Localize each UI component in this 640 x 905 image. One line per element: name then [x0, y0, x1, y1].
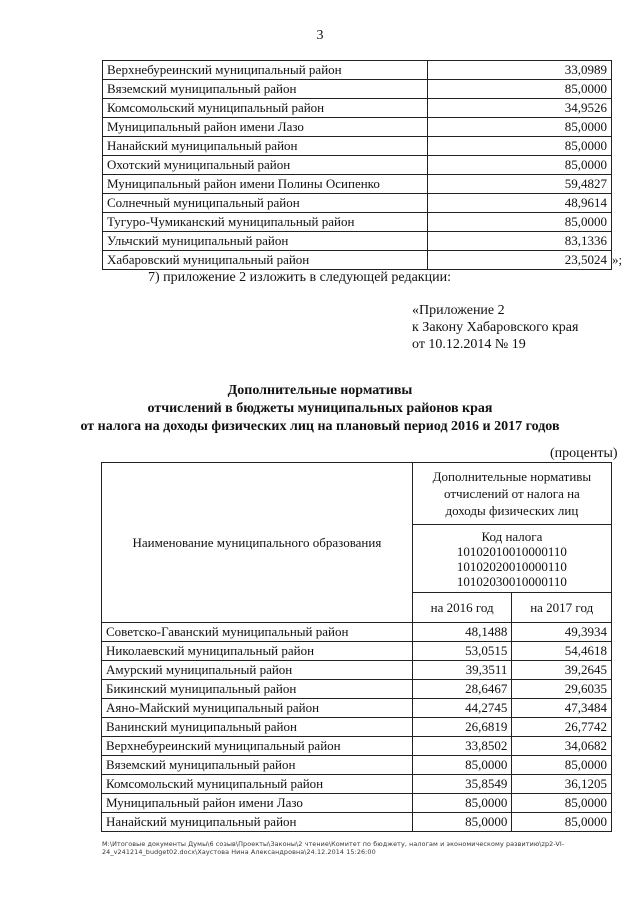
table-row: [102, 775, 612, 794]
table-row: [102, 737, 612, 756]
table-row: [102, 794, 612, 813]
table-row: [103, 213, 612, 232]
municipality-name: Вяземский муниципальный район: [102, 756, 413, 775]
municipality-name: Ванинский муниципальный район: [102, 718, 413, 737]
municipality-name: Советско-Гаванский муниципальный район: [102, 623, 413, 642]
document-title-line-3: от налога на доходы физических лиц на плановый период 2016 и 2017 годов: [80, 419, 560, 434]
municipality-name: Хабаровский муниципальный район: [103, 251, 428, 270]
norm-2016: 85,0000: [412, 794, 512, 813]
municipality-name: Нанайский муниципальный район: [103, 137, 428, 156]
norm-2016: 39,3511: [412, 661, 512, 680]
header-norms-line-2: отчислений от налога на: [444, 486, 580, 501]
table-row: [103, 99, 612, 118]
norm-2016: 35,8549: [412, 775, 512, 794]
municipality-name: Верхнебуреинский муниципальный район: [102, 737, 413, 756]
table-row: [103, 137, 612, 156]
municipality-name: Муниципальный район имени Полины Осипенко: [103, 175, 428, 194]
norm-2017: 29,6035: [512, 680, 612, 699]
table2-body: [102, 623, 612, 832]
table-row: [102, 680, 612, 699]
header-norms-line-1: Дополнительные нормативы: [432, 469, 592, 484]
table-row: [102, 623, 612, 642]
municipal-norms-table-continued: [102, 60, 612, 270]
municipality-name: Аяно-Майский муниципальный район: [102, 699, 413, 718]
norm-2017: 47,3484: [512, 699, 612, 718]
table-row: [102, 642, 612, 661]
tax-code-cell: [412, 525, 611, 593]
municipality-name: Охотский муниципальный район: [103, 156, 428, 175]
municipality-name: Нанайский муниципальный район: [102, 813, 413, 832]
table1-body: [103, 61, 612, 270]
norm-value: 83,1336: [428, 232, 612, 251]
table-row: [103, 156, 612, 175]
additional-norms-table: [101, 462, 612, 832]
table-row: [103, 80, 612, 99]
table-row: [102, 661, 612, 680]
municipality-name: Верхнебуреинский муниципальный район: [103, 61, 428, 80]
norm-2016: 28,6467: [412, 680, 512, 699]
municipality-name: Муниципальный район имени Лазо: [103, 118, 428, 137]
table-row: [103, 175, 612, 194]
norm-value: 34,9526: [428, 99, 612, 118]
norm-value: 48,9614: [428, 194, 612, 213]
norm-value: 85,0000: [428, 80, 612, 99]
norm-2017: 49,3934: [512, 623, 612, 642]
municipality-name: Муниципальный район имени Лазо: [102, 794, 413, 813]
norm-2017: 39,2645: [512, 661, 612, 680]
norm-value: 85,0000: [428, 156, 612, 175]
appendix-label: «Приложение 2: [412, 303, 505, 318]
table-row: [102, 699, 612, 718]
norm-2017: 54,4618: [512, 642, 612, 661]
norm-2017: 85,0000: [512, 756, 612, 775]
table-row: [102, 718, 612, 737]
column-header-2017: на 2017 год: [512, 593, 612, 623]
document-title-line-2: отчислений в бюджеты муниципальных районов края: [147, 401, 493, 416]
tax-code-2: 10102020010000110: [456, 558, 567, 574]
appendix-law-date: от 10.12.2014 № 19: [412, 337, 526, 352]
norm-2017: 36,1205: [512, 775, 612, 794]
norm-value: 23,5024: [428, 251, 612, 270]
norm-2016: 85,0000: [412, 813, 512, 832]
amendment-paragraph: 7) приложение 2 изложить в следующей редакции:: [148, 270, 451, 285]
norm-2016: 44,2745: [412, 699, 512, 718]
municipality-name: Бикинский муниципальный район: [102, 680, 413, 699]
tax-code-1: 10102010010000110: [456, 543, 567, 559]
table1-closing-quote: »;: [612, 252, 623, 267]
table-row: [103, 194, 612, 213]
document-file-path-footer: М:\Итоговые документы Думы\6 созыв\Проекты\Законы\2 чтение\Комитет по бюджету, налогам и экономическому развитию\zp2-VI-24_v241214_budget02.docx\Хаустова Нина Александровна\24.12.2014 15:26:00: [102, 840, 565, 856]
norm-2017: 26,7742: [512, 718, 612, 737]
norm-2017: 85,0000: [512, 794, 612, 813]
norm-value: 59,4827: [428, 175, 612, 194]
municipality-name: Николаевский муниципальный район: [102, 642, 413, 661]
norm-value: 85,0000: [428, 118, 612, 137]
norm-2016: 26,6819: [412, 718, 512, 737]
norm-value: 85,0000: [428, 137, 612, 156]
table-row: [103, 232, 612, 251]
document-title-line-1: Дополнительные нормативы: [227, 383, 413, 398]
units-label: (проценты): [550, 446, 618, 461]
municipality-name: Тугуро-Чумиканский муниципальный район: [103, 213, 428, 232]
header-norms-line-3: доходы физических лиц: [445, 503, 579, 518]
appendix-law-reference: к Закону Хабаровского края: [412, 320, 579, 335]
municipality-name: Комсомольский муниципальный район: [102, 775, 413, 794]
norm-2017: 85,0000: [512, 813, 612, 832]
norm-2017: 34,0682: [512, 737, 612, 756]
column-header-municipality: Наименование муниципального образования: [102, 463, 413, 623]
norm-2016: 48,1488: [412, 623, 512, 642]
municipality-name: Амурский муниципальный район: [102, 661, 413, 680]
norm-2016: 53,0515: [412, 642, 512, 661]
column-header-norms: [412, 463, 611, 525]
norm-value: 33,0989: [428, 61, 612, 80]
municipality-name: Ульчский муниципальный район: [103, 232, 428, 251]
page-number: 3: [316, 28, 324, 43]
municipality-name: Солнечный муниципальный район: [103, 194, 428, 213]
tax-code-label: Код налога: [481, 528, 543, 544]
tax-code-3: 10102030010000110: [456, 573, 567, 589]
column-header-2016: на 2016 год: [412, 593, 512, 623]
norm-value: 85,0000: [428, 213, 612, 232]
municipality-name: Комсомольский муниципальный район: [103, 99, 428, 118]
norm-2016: 85,0000: [412, 756, 512, 775]
table-row: [103, 251, 612, 270]
municipality-name: Вяземский муниципальный район: [103, 80, 428, 99]
table-row: [103, 118, 612, 137]
table-row: [102, 813, 612, 832]
table-row: [102, 756, 612, 775]
norm-2016: 33,8502: [412, 737, 512, 756]
table-row: [103, 61, 612, 80]
